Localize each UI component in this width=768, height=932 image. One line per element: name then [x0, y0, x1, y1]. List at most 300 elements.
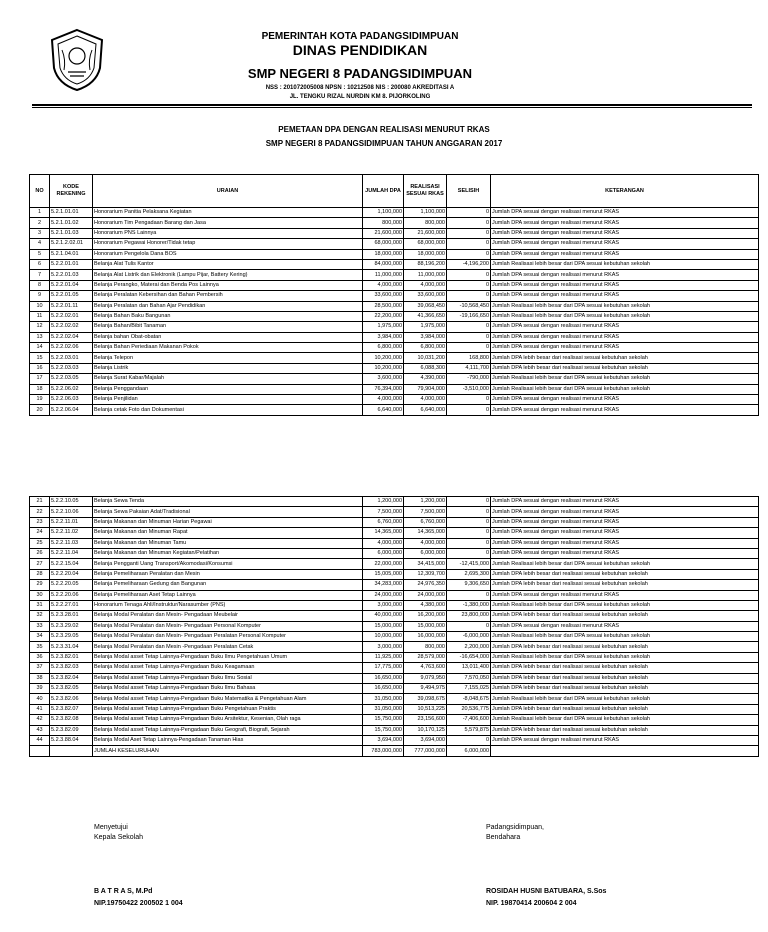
row-code: 5.2.3.82.03 — [50, 663, 93, 673]
row-description: Belanja Peralatan Kebersihan dan Bahan Pembersih — [93, 291, 363, 301]
row-realization: 9,079,950 — [404, 673, 447, 683]
row-difference: 0 — [447, 332, 491, 342]
row-difference: 13,011,400 — [447, 663, 491, 673]
row-notes: Jumlah DPA lebih besar dari realisasi sesuai kebutuhan sekolah — [491, 363, 759, 373]
row-notes: Jumlah DPA sesuai dengan realisasi menurut RKAS — [491, 405, 759, 415]
row-difference: 0 — [447, 735, 491, 745]
row-dpa: 3,984,000 — [363, 332, 404, 342]
row-dpa: 33,600,000 — [363, 291, 404, 301]
table-row — [30, 548, 759, 558]
row-realization: 24,976,350 — [404, 580, 447, 590]
row-dpa: 10,200,000 — [363, 353, 404, 363]
table-row — [30, 663, 759, 673]
row-realization: 88,196,200 — [404, 259, 447, 269]
row-no: 40 — [30, 694, 50, 704]
table-row — [30, 497, 759, 507]
row-realization: 4,000,000 — [404, 538, 447, 548]
table-row — [30, 538, 759, 548]
row-description: Belanja Makanan dan Minuman Kegiatan/Pelatihan — [93, 548, 363, 558]
row-dpa: 40,000,000 — [363, 611, 404, 621]
row-dpa: 3,000,000 — [363, 600, 404, 610]
row-dpa: 6,800,000 — [363, 343, 404, 353]
approval-label: Menyetujui — [94, 824, 128, 831]
row-no: 19 — [30, 395, 50, 405]
row-difference: 7,570,050 — [447, 673, 491, 683]
row-code: 5.2.2.01.05 — [50, 291, 93, 301]
row-description: Belanja Perangko, Materai dan Benda Pos Lainnya — [93, 280, 363, 290]
table-row — [30, 239, 759, 249]
row-realization: 16,000,000 — [404, 632, 447, 642]
row-difference: 0 — [447, 249, 491, 259]
table-row — [30, 600, 759, 610]
row-description: Belanja Telepon — [93, 353, 363, 363]
row-no: 8 — [30, 280, 50, 290]
row-no: 30 — [30, 590, 50, 600]
row-realization: 28,579,000 — [404, 652, 447, 662]
header-school-name: SMP NEGERI 8 PADANGSIDIMPUAN — [247, 66, 473, 81]
table-row — [30, 725, 759, 735]
row-no: 3 — [30, 228, 50, 238]
table-row — [30, 322, 759, 332]
row-difference: 7,155,025 — [447, 684, 491, 694]
row-realization: 10,513,225 — [404, 704, 447, 714]
treasurer-title: Bendahara — [486, 834, 521, 841]
row-realization: 6,640,000 — [404, 405, 447, 415]
total-realization: 777,000,000 — [404, 746, 447, 756]
row-realization: 10,031,200 — [404, 353, 447, 363]
row-code: 5.2.2.11.02 — [50, 528, 93, 538]
row-realization: 7,500,000 — [404, 507, 447, 517]
row-notes: Jumlah DPA sesuai dengan realisasi menurut RKAS — [491, 208, 759, 218]
row-realization: 1,975,000 — [404, 322, 447, 332]
row-code: 5.2.2.02.01 — [50, 311, 93, 321]
table-row — [30, 673, 759, 683]
row-no: 26 — [30, 548, 50, 558]
table-row — [30, 569, 759, 579]
row-realization: 39,068,450 — [404, 301, 447, 311]
col-header-notes: KETERANGAN — [491, 175, 759, 208]
row-dpa: 15,000,000 — [363, 621, 404, 631]
row-dpa: 7,500,000 — [363, 507, 404, 517]
row-no: 29 — [30, 580, 50, 590]
row-code: 5.2.2.06.02 — [50, 384, 93, 394]
row-realization: 79,904,000 — [404, 384, 447, 394]
school-emblem-icon — [48, 28, 106, 92]
row-dpa: 31,050,000 — [363, 694, 404, 704]
row-no: 37 — [30, 663, 50, 673]
col-header-difference: SELISIH — [447, 175, 491, 208]
row-code: 5.2.1.01.02 — [50, 218, 93, 228]
row-realization: 23,156,600 — [404, 715, 447, 725]
row-description: Belanja Modal asset Tetap Lainnya-Pengadaan Buku Keagamaan — [93, 663, 363, 673]
row-no: 20 — [30, 405, 50, 415]
row-code: 5.2.2.10.05 — [50, 497, 93, 507]
total-label: JUMLAH KESELURUHAN — [93, 746, 363, 756]
table-row — [30, 353, 759, 363]
row-dpa: 31,050,000 — [363, 704, 404, 714]
table-row — [30, 694, 759, 704]
row-difference: 0 — [447, 528, 491, 538]
row-code: 5.2.1.2.02.01 — [50, 239, 93, 249]
row-description: Belanja Alat Listrik dan Elektronik (Lampu Pijar, Battery Kering) — [93, 270, 363, 280]
row-difference: 0 — [447, 590, 491, 600]
table-row — [30, 590, 759, 600]
row-description: Honorarium Panitia Pelaksana Kegiatan — [93, 208, 363, 218]
row-dpa: 3,694,000 — [363, 735, 404, 745]
row-notes: Jumlah DPA sesuai dengan realisasi menurut RKAS — [491, 735, 759, 745]
row-difference: 0 — [447, 517, 491, 527]
row-no: 32 — [30, 611, 50, 621]
row-difference: 0 — [447, 280, 491, 290]
row-no: 43 — [30, 725, 50, 735]
row-notes: Jumlah DPA sesuai dengan realisasi menurut RKAS — [491, 228, 759, 238]
row-difference: 0 — [447, 322, 491, 332]
row-description: Honorarium Tenaga Ahli/Instruktur/Narasumber (PNS) — [93, 600, 363, 610]
table-row — [30, 280, 759, 290]
row-difference: -790,000 — [447, 374, 491, 384]
row-description: Honorarium Pegawai Honorer/Tidak tetap — [93, 239, 363, 249]
row-notes: Jumlah DPA sesuai dengan realisasi menurut RKAS — [491, 497, 759, 507]
row-dpa: 28,500,000 — [363, 301, 404, 311]
row-dpa: 3,600,000 — [363, 374, 404, 384]
row-description: Belanja Peralatan dan Bahan Ajar Pendidikan — [93, 301, 363, 311]
row-difference: -7,406,600 — [447, 715, 491, 725]
row-code: 5.2.2.27.01 — [50, 600, 93, 610]
row-realization: 4,000,000 — [404, 280, 447, 290]
header-address: JL. TENGKU RIZAL NURDIN KM 8. PIJORKOLING — [289, 94, 431, 100]
row-description: Belanja Bahan Periediaan Makanan Pokok — [93, 343, 363, 353]
row-dpa: 11,000,000 — [363, 270, 404, 280]
row-difference: 9,306,650 — [447, 580, 491, 590]
row-no: 11 — [30, 311, 50, 321]
row-description: Belanja Modal Peralatan dan Mesin- Pengadaan Peralatan Personal Komputer — [93, 632, 363, 642]
row-no: 16 — [30, 363, 50, 373]
row-notes: Jumlah DPA sesuai dengan realisasi menurut RKAS — [491, 517, 759, 527]
row-dpa: 24,000,000 — [363, 590, 404, 600]
row-code: 5.2.2.03.05 — [50, 374, 93, 384]
row-difference: -16,654,000 — [447, 652, 491, 662]
row-dpa: 4,000,000 — [363, 395, 404, 405]
row-no: 22 — [30, 507, 50, 517]
row-description: Belanja Modal asset Tetap Lainnya-Pengadaan Buku Arsitektur, Kesenian, Olah raga — [93, 715, 363, 725]
row-difference: 0 — [447, 621, 491, 631]
row-realization: 11,000,000 — [404, 270, 447, 280]
row-realization: 6,760,000 — [404, 517, 447, 527]
row-notes: Jumlah DPA sesuai dengan realisasi menurut RKAS — [491, 590, 759, 600]
row-description: Belanja Pemeliharaan Aset Tetap Lainnya — [93, 590, 363, 600]
row-description: Belanja Pemeliharaan Gedung dan Bangunan — [93, 580, 363, 590]
row-dpa: 1,975,000 — [363, 322, 404, 332]
row-notes: Jumlah DPA lebih besar dari realisasi sesuai kebutuhan sekolah — [491, 673, 759, 683]
table-row — [30, 218, 759, 228]
row-notes: Jumlah DPA sesuai dengan realisasi menurut RKAS — [491, 621, 759, 631]
row-code: 5.2.2.01.01 — [50, 259, 93, 269]
row-difference: 4,111,700 — [447, 363, 491, 373]
document-subtitle: SMP NEGERI 8 PADANGSIDIMPUAN TAHUN ANGGARAN 2017 — [265, 139, 503, 148]
row-code: 5.2.2.10.06 — [50, 507, 93, 517]
row-notes: Jumlah Realisasi lebih besar dari DPA sesuai kebutuhan sekolah — [491, 259, 759, 269]
row-dpa: 15,750,000 — [363, 725, 404, 735]
row-difference: -19,166,650 — [447, 311, 491, 321]
row-description: Belanja Modal Peralatan dan Mesin- Pengadaan Personal Komputer — [93, 621, 363, 631]
total-row — [30, 746, 759, 756]
table-row — [30, 291, 759, 301]
table-row — [30, 374, 759, 384]
row-notes: Jumlah DPA lebih besar dari realisasi sesuai kebutuhan sekolah — [491, 663, 759, 673]
row-code: 5.2.3.29.05 — [50, 632, 93, 642]
row-description: Belanja Bahan Baku Bangunan — [93, 311, 363, 321]
row-description: Honorarium Tim Pengadaan Barang dan Jasa — [93, 218, 363, 228]
row-dpa: 16,650,000 — [363, 684, 404, 694]
table-header-row — [30, 175, 759, 208]
row-no: 27 — [30, 559, 50, 569]
table-row — [30, 228, 759, 238]
row-dpa: 800,000 — [363, 218, 404, 228]
row-dpa: 22,200,000 — [363, 311, 404, 321]
row-realization: 10,170,125 — [404, 725, 447, 735]
row-dpa: 4,000,000 — [363, 280, 404, 290]
row-code: 5.2.2.11.01 — [50, 517, 93, 527]
row-no: 10 — [30, 301, 50, 311]
row-code: 5.2.2.06.04 — [50, 405, 93, 415]
row-realization: 24,000,000 — [404, 590, 447, 600]
row-code: 5.2.3.29.02 — [50, 621, 93, 631]
row-difference: 0 — [447, 239, 491, 249]
row-difference: 0 — [447, 405, 491, 415]
row-dpa: 11,925,000 — [363, 652, 404, 662]
table-row — [30, 270, 759, 280]
row-code: 5.2.2.06.03 — [50, 395, 93, 405]
row-code: 5.2.2.20.05 — [50, 580, 93, 590]
row-no: 28 — [30, 569, 50, 579]
row-code: 5.2.3.82.01 — [50, 652, 93, 662]
row-difference: -12,415,000 — [447, 559, 491, 569]
row-no: 25 — [30, 538, 50, 548]
table-body-part2 — [30, 497, 759, 746]
row-description: Belanja Sewa Pakaian Adat/Tradisional — [93, 507, 363, 517]
row-no: 6 — [30, 259, 50, 269]
row-realization: 800,000 — [404, 218, 447, 228]
row-code: 5.2.2.03.01 — [50, 353, 93, 363]
row-notes: Jumlah DPA lebih besar dari realisasi sesuai kebutuhan sekolah — [491, 580, 759, 590]
table-row — [30, 249, 759, 259]
document-title: PEMETAAN DPA DENGAN REALISASI MENURUT RKAS — [278, 125, 490, 134]
table-row — [30, 735, 759, 745]
table-row — [30, 528, 759, 538]
row-notes: Jumlah DPA sesuai dengan realisasi menurut RKAS — [491, 239, 759, 249]
row-difference: 0 — [447, 548, 491, 558]
row-description: Belanja Surat Kabar/Majalah — [93, 374, 363, 384]
row-realization: 68,000,000 — [404, 239, 447, 249]
row-dpa: 16,650,000 — [363, 673, 404, 683]
row-dpa: 15,005,000 — [363, 569, 404, 579]
row-difference: -4,196,200 — [447, 259, 491, 269]
row-realization: 4,000,000 — [404, 395, 447, 405]
row-description: Belanja Sewa Tenda — [93, 497, 363, 507]
row-no: 41 — [30, 704, 50, 714]
row-difference: 0 — [447, 270, 491, 280]
header-divider-thin — [32, 107, 752, 108]
row-notes: Jumlah DPA sesuai dengan realisasi menurut RKAS — [491, 270, 759, 280]
col-header-description: URAIAN — [93, 175, 363, 208]
row-no: 5 — [30, 249, 50, 259]
row-code: 5.2.2.20.06 — [50, 590, 93, 600]
row-no: 44 — [30, 735, 50, 745]
row-dpa: 3,000,000 — [363, 642, 404, 652]
row-notes: Jumlah DPA sesuai dengan realisasi menurut RKAS — [491, 291, 759, 301]
row-code: 5.2.2.01.04 — [50, 280, 93, 290]
row-notes: Jumlah DPA sesuai dengan realisasi menurut RKAS — [491, 332, 759, 342]
row-notes: Jumlah DPA lebih besar dari realisasi sesuai kebutuhan sekolah — [491, 353, 759, 363]
row-notes: Jumlah Realisasi lebih besar dari DPA sesuai kebutuhan sekolah — [491, 694, 759, 704]
row-difference: -10,568,450 — [447, 301, 491, 311]
row-no: 9 — [30, 291, 50, 301]
treasurer-name: ROSIDAH HUSNI BATUBARA, S.Sos — [486, 888, 607, 895]
row-notes: Jumlah Realisasi lebih besar dari DPA sesuai kebutuhan sekolah — [491, 301, 759, 311]
table-row — [30, 684, 759, 694]
header-department: DINAS PENDIDIKAN — [292, 42, 428, 58]
row-difference: 5,579,875 — [447, 725, 491, 735]
principal-name: B A T R A S, M.Pd — [94, 888, 153, 895]
row-notes: Jumlah Realisasi lebih besar dari DPA sesuai kebutuhan sekolah — [491, 311, 759, 321]
row-description: Belanja cetak Foto dan Dokumentasi — [93, 405, 363, 415]
table-body-part1 — [30, 208, 759, 416]
row-notes: Jumlah DPA sesuai dengan realisasi menurut RKAS — [491, 343, 759, 353]
row-realization: 3,694,000 — [404, 735, 447, 745]
row-dpa: 68,000,000 — [363, 239, 404, 249]
row-code: 5.2.2.02.02 — [50, 322, 93, 332]
row-notes: Jumlah DPA sesuai dengan realisasi menurut RKAS — [491, 249, 759, 259]
table-row — [30, 559, 759, 569]
row-difference: -3,510,000 — [447, 384, 491, 394]
row-dpa: 84,000,000 — [363, 259, 404, 269]
row-realization: 3,984,000 — [404, 332, 447, 342]
row-notes: Jumlah DPA sesuai dengan realisasi menurut RKAS — [491, 395, 759, 405]
row-no: 31 — [30, 600, 50, 610]
row-notes: Jumlah DPA lebih besar dari realisasi sesuai kebutuhan sekolah — [491, 569, 759, 579]
row-description: Belanja Penggandaan — [93, 384, 363, 394]
row-difference: 0 — [447, 218, 491, 228]
row-difference: 0 — [447, 228, 491, 238]
row-notes: Jumlah DPA sesuai dengan realisasi menurut RKAS — [491, 538, 759, 548]
row-notes: Jumlah DPA sesuai dengan realisasi menurut RKAS — [491, 322, 759, 332]
row-no: 14 — [30, 343, 50, 353]
row-code: 5.2.2.01.03 — [50, 270, 93, 280]
row-no: 36 — [30, 652, 50, 662]
row-notes: Jumlah DPA lebih besar dari realisasi sesuai kebutuhan sekolah — [491, 684, 759, 694]
principal-title: Kepala Sekolah — [94, 834, 144, 841]
row-code: 5.2.3.82.09 — [50, 725, 93, 735]
row-realization: 34,415,000 — [404, 559, 447, 569]
row-dpa: 34,283,000 — [363, 580, 404, 590]
table-row — [30, 632, 759, 642]
row-dpa: 17,775,000 — [363, 663, 404, 673]
table-row — [30, 259, 759, 269]
header-government: PEMERINTAH KOTA PADANGSIDIMPUAN — [261, 31, 459, 42]
row-notes: Jumlah DPA sesuai dengan realisasi menurut RKAS — [491, 280, 759, 290]
row-realization: 4,380,000 — [404, 600, 447, 610]
table-row — [30, 208, 759, 218]
header-divider — [32, 104, 752, 106]
table-row — [30, 301, 759, 311]
row-description: Belanja Pengganti Uang Transport/Akomodasi/Konsumsi — [93, 559, 363, 569]
row-notes: Jumlah Realisasi lebih besar dari DPA sesuai kebutuhan sekolah — [491, 374, 759, 384]
row-code: 5.2.3.88.04 — [50, 735, 93, 745]
row-code: 5.2.2.11.04 — [50, 548, 93, 558]
row-difference: 0 — [447, 507, 491, 517]
row-realization: 14,365,000 — [404, 528, 447, 538]
table-row — [30, 332, 759, 342]
row-dpa: 15,750,000 — [363, 715, 404, 725]
row-realization: 4,390,000 — [404, 374, 447, 384]
row-notes: Jumlah DPA sesuai dengan realisasi menurut RKAS — [491, 548, 759, 558]
row-code: 5.2.1.01.03 — [50, 228, 93, 238]
header-ids: NSS : 201072005008 NPSN : 10212508 NIS : 200080 AKREDITASI A — [265, 85, 455, 91]
row-notes: Jumlah DPA lebih besar dari realisasi sesuai kebutuhan sekolah — [491, 704, 759, 714]
budget-table-part1 — [29, 174, 759, 416]
row-notes: Jumlah DPA lebih besar dari realisasi sesuai kebutuhan sekolah — [491, 611, 759, 621]
table-row — [30, 517, 759, 527]
table-row — [30, 363, 759, 373]
row-realization: 1,100,000 — [404, 208, 447, 218]
row-realization: 39,098,675 — [404, 694, 447, 704]
table-row — [30, 704, 759, 714]
row-description: Belanja Makanan dan Minuman Tamu — [93, 538, 363, 548]
row-difference: 0 — [447, 291, 491, 301]
row-description: Belanja Modal Aset Tetap Lainnya-Pengadaan Tanaman Hias — [93, 735, 363, 745]
row-no: 13 — [30, 332, 50, 342]
row-no: 42 — [30, 715, 50, 725]
treasurer-nip: NIP. 19870414 200604 2 004 — [486, 900, 577, 907]
row-description: Belanja bahan Obat-obatan — [93, 332, 363, 342]
row-dpa: 6,000,000 — [363, 548, 404, 558]
row-realization: 6,000,000 — [404, 548, 447, 558]
row-description: Belanja Modal Peralatan dan Mesin -Pengadaan Peralatan Cetak — [93, 642, 363, 652]
table-row — [30, 580, 759, 590]
table-row — [30, 652, 759, 662]
row-dpa: 22,000,000 — [363, 559, 404, 569]
row-notes: Jumlah DPA sesuai dengan realisasi menurut RKAS — [491, 528, 759, 538]
row-no: 39 — [30, 684, 50, 694]
row-realization: 9,494,975 — [404, 684, 447, 694]
row-difference: 2,200,000 — [447, 642, 491, 652]
row-code: 5.2.2.02.04 — [50, 332, 93, 342]
row-difference: 0 — [447, 395, 491, 405]
row-code: 5.2.3.82.05 — [50, 684, 93, 694]
row-description: Belanja Makanan dan Minuman Harian Pegawai — [93, 517, 363, 527]
row-description: Belanja Pemeliharaan Peralatan dan Mesin — [93, 569, 363, 579]
col-header-code: KODE REKENING — [50, 175, 93, 208]
row-description: Belanja Modal asset Tetap Lainnya-Pengadaan Buku Ilmu Pengetahuan Umum — [93, 652, 363, 662]
row-description: Belanja Modal asset Tetap Lainnya-Pengadaan Buku Geografi, Biografi, Sejarah — [93, 725, 363, 735]
row-code: 5.2.3.82.08 — [50, 715, 93, 725]
row-code: 5.2.3.82.04 — [50, 673, 93, 683]
row-code: 5.2.2.11.03 — [50, 538, 93, 548]
row-no: 34 — [30, 632, 50, 642]
row-no: 2 — [30, 218, 50, 228]
row-realization: 41,366,650 — [404, 311, 447, 321]
row-realization: 1,200,000 — [404, 497, 447, 507]
row-code: 5.2.2.01.11 — [50, 301, 93, 311]
row-difference: 0 — [447, 208, 491, 218]
row-notes: Jumlah DPA lebih besar dari realisasi sesuai kebutuhan sekolah — [491, 725, 759, 735]
row-no: 12 — [30, 322, 50, 332]
row-realization: 4,763,600 — [404, 663, 447, 673]
row-dpa: 10,200,000 — [363, 363, 404, 373]
row-notes: Jumlah Realisasi lebih besar dari DPA sesuai kebutuhan sekolah — [491, 715, 759, 725]
row-no: 1 — [30, 208, 50, 218]
row-description: Belanja Modal asset Tetap Lainnya-Pengadaan Buku Matematika & Pengetahuan Alam — [93, 694, 363, 704]
